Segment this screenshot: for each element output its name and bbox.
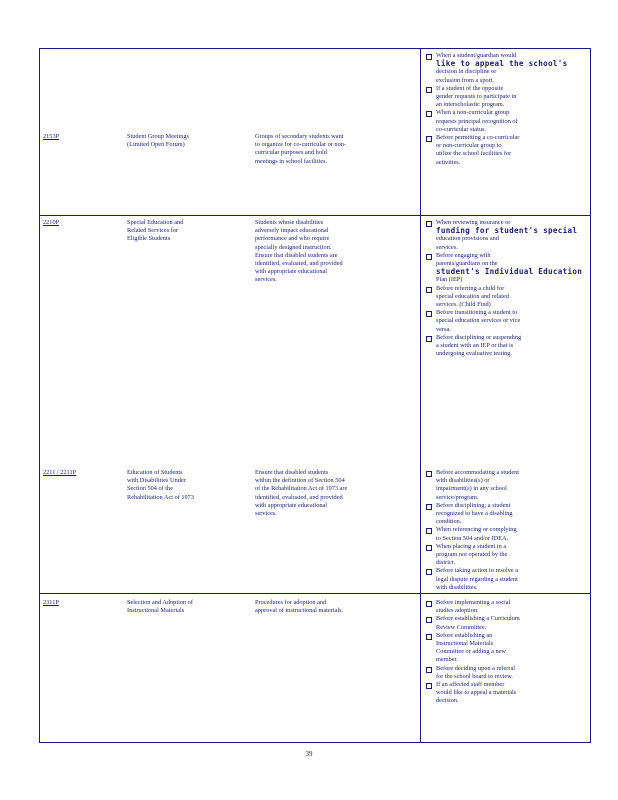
list-item: Before implementing a social studies adoption. xyxy=(424,599,590,615)
list-item: Before disciplining; a student recognized to have a disabling condition. xyxy=(424,502,590,527)
list-item: When a student/guardian would like to appeal the school's decision in discipline or exclusion from a sport. xyxy=(424,52,590,85)
policy-title: Education of Students with Disabilities Under Section 504 of the Rehabilitation Act of 1973 xyxy=(127,469,194,501)
list-item: If a student of the opposite gender requests to participate in an interscholastic program. xyxy=(424,85,590,110)
list-item: Before permitting a co-curricular or non-curricular group to utilize the school facilities for activities. xyxy=(424,134,590,167)
policy-title: Selection and Adoption of Instructional Materials xyxy=(127,599,193,615)
table-row xyxy=(40,215,590,593)
table-row xyxy=(40,593,590,744)
list-item: When a non-curricular group requests principal recognition of co-curricular status. xyxy=(424,109,590,134)
consult-list xyxy=(424,219,590,358)
policy-code[interactable]: 2311P xyxy=(43,599,59,606)
list-item: Before accommodating a student with disabilities(s) or impairment(s) in any school service/program. xyxy=(424,469,590,502)
list-item: When referencing or complying to Section 504 and/or IDEA. xyxy=(424,526,590,542)
consult-list xyxy=(424,52,590,167)
policy-description: Groups of secondary students want to organize for co-curricular or non- curricular purposes and hold meetings in school facilities. xyxy=(255,133,346,165)
policy-title: Special Education and Related Services for Eligible Students xyxy=(127,219,184,243)
list-item: Before establishing a Curriculum Review Committee. xyxy=(424,615,590,631)
policy-table xyxy=(39,48,591,743)
policy-description: Students whose disabilities adversely impact educational performance and who require specially designed instruction. Ensure that disabled students are identified, evaluated, and provided with appropriate educational services. xyxy=(255,219,343,284)
consult-list xyxy=(424,599,590,706)
list-item: If an affected staff member would like to appeal a materials decision. xyxy=(424,681,590,706)
policy-description: Procedures for adoption and approval of instructional materials. xyxy=(255,599,344,615)
list-item: Before engaging with parents/guardians on the student's Individual Education Plan (IEP) xyxy=(424,252,590,285)
list-item: Before disciplining or suspending a student with an IEP or that is undergoing evaluative testing. xyxy=(424,334,590,359)
consult-list xyxy=(424,469,590,592)
policy-code[interactable]: 2153P xyxy=(43,133,60,140)
list-item: Before referring a child for special education and related services. (Child Find) xyxy=(424,285,590,310)
policy-title: Student Group Meetings (Limited Open Forum) xyxy=(127,133,189,149)
list-item: Before establishing an Instructional Materials Committee or adding a new member. xyxy=(424,632,590,665)
policy-code[interactable]: 2211 / 2211P xyxy=(43,469,77,476)
list-item: Before taking action to resolve a legal dispute regarding a student with disabilities. xyxy=(424,567,590,592)
list-item: Before transitioning a student to special education services or vice versa. xyxy=(424,309,590,334)
policy-code[interactable]: 2210P xyxy=(43,219,60,226)
table-row xyxy=(40,49,590,215)
page-number: 39 xyxy=(305,750,313,758)
list-item: Before deciding upon a referral for the school board to review. xyxy=(424,665,590,681)
list-item: When placing a student in a program not operated by the district. xyxy=(424,543,590,568)
policy-description: Ensure that disabled students within the definition of Section 504 of the Rehabilitation Act of 1973 are identified, evaluated, and provided with appropriate educational services. xyxy=(255,469,348,518)
list-item: When reviewing insurance or funding for student's special education provisions and services. xyxy=(424,219,590,252)
